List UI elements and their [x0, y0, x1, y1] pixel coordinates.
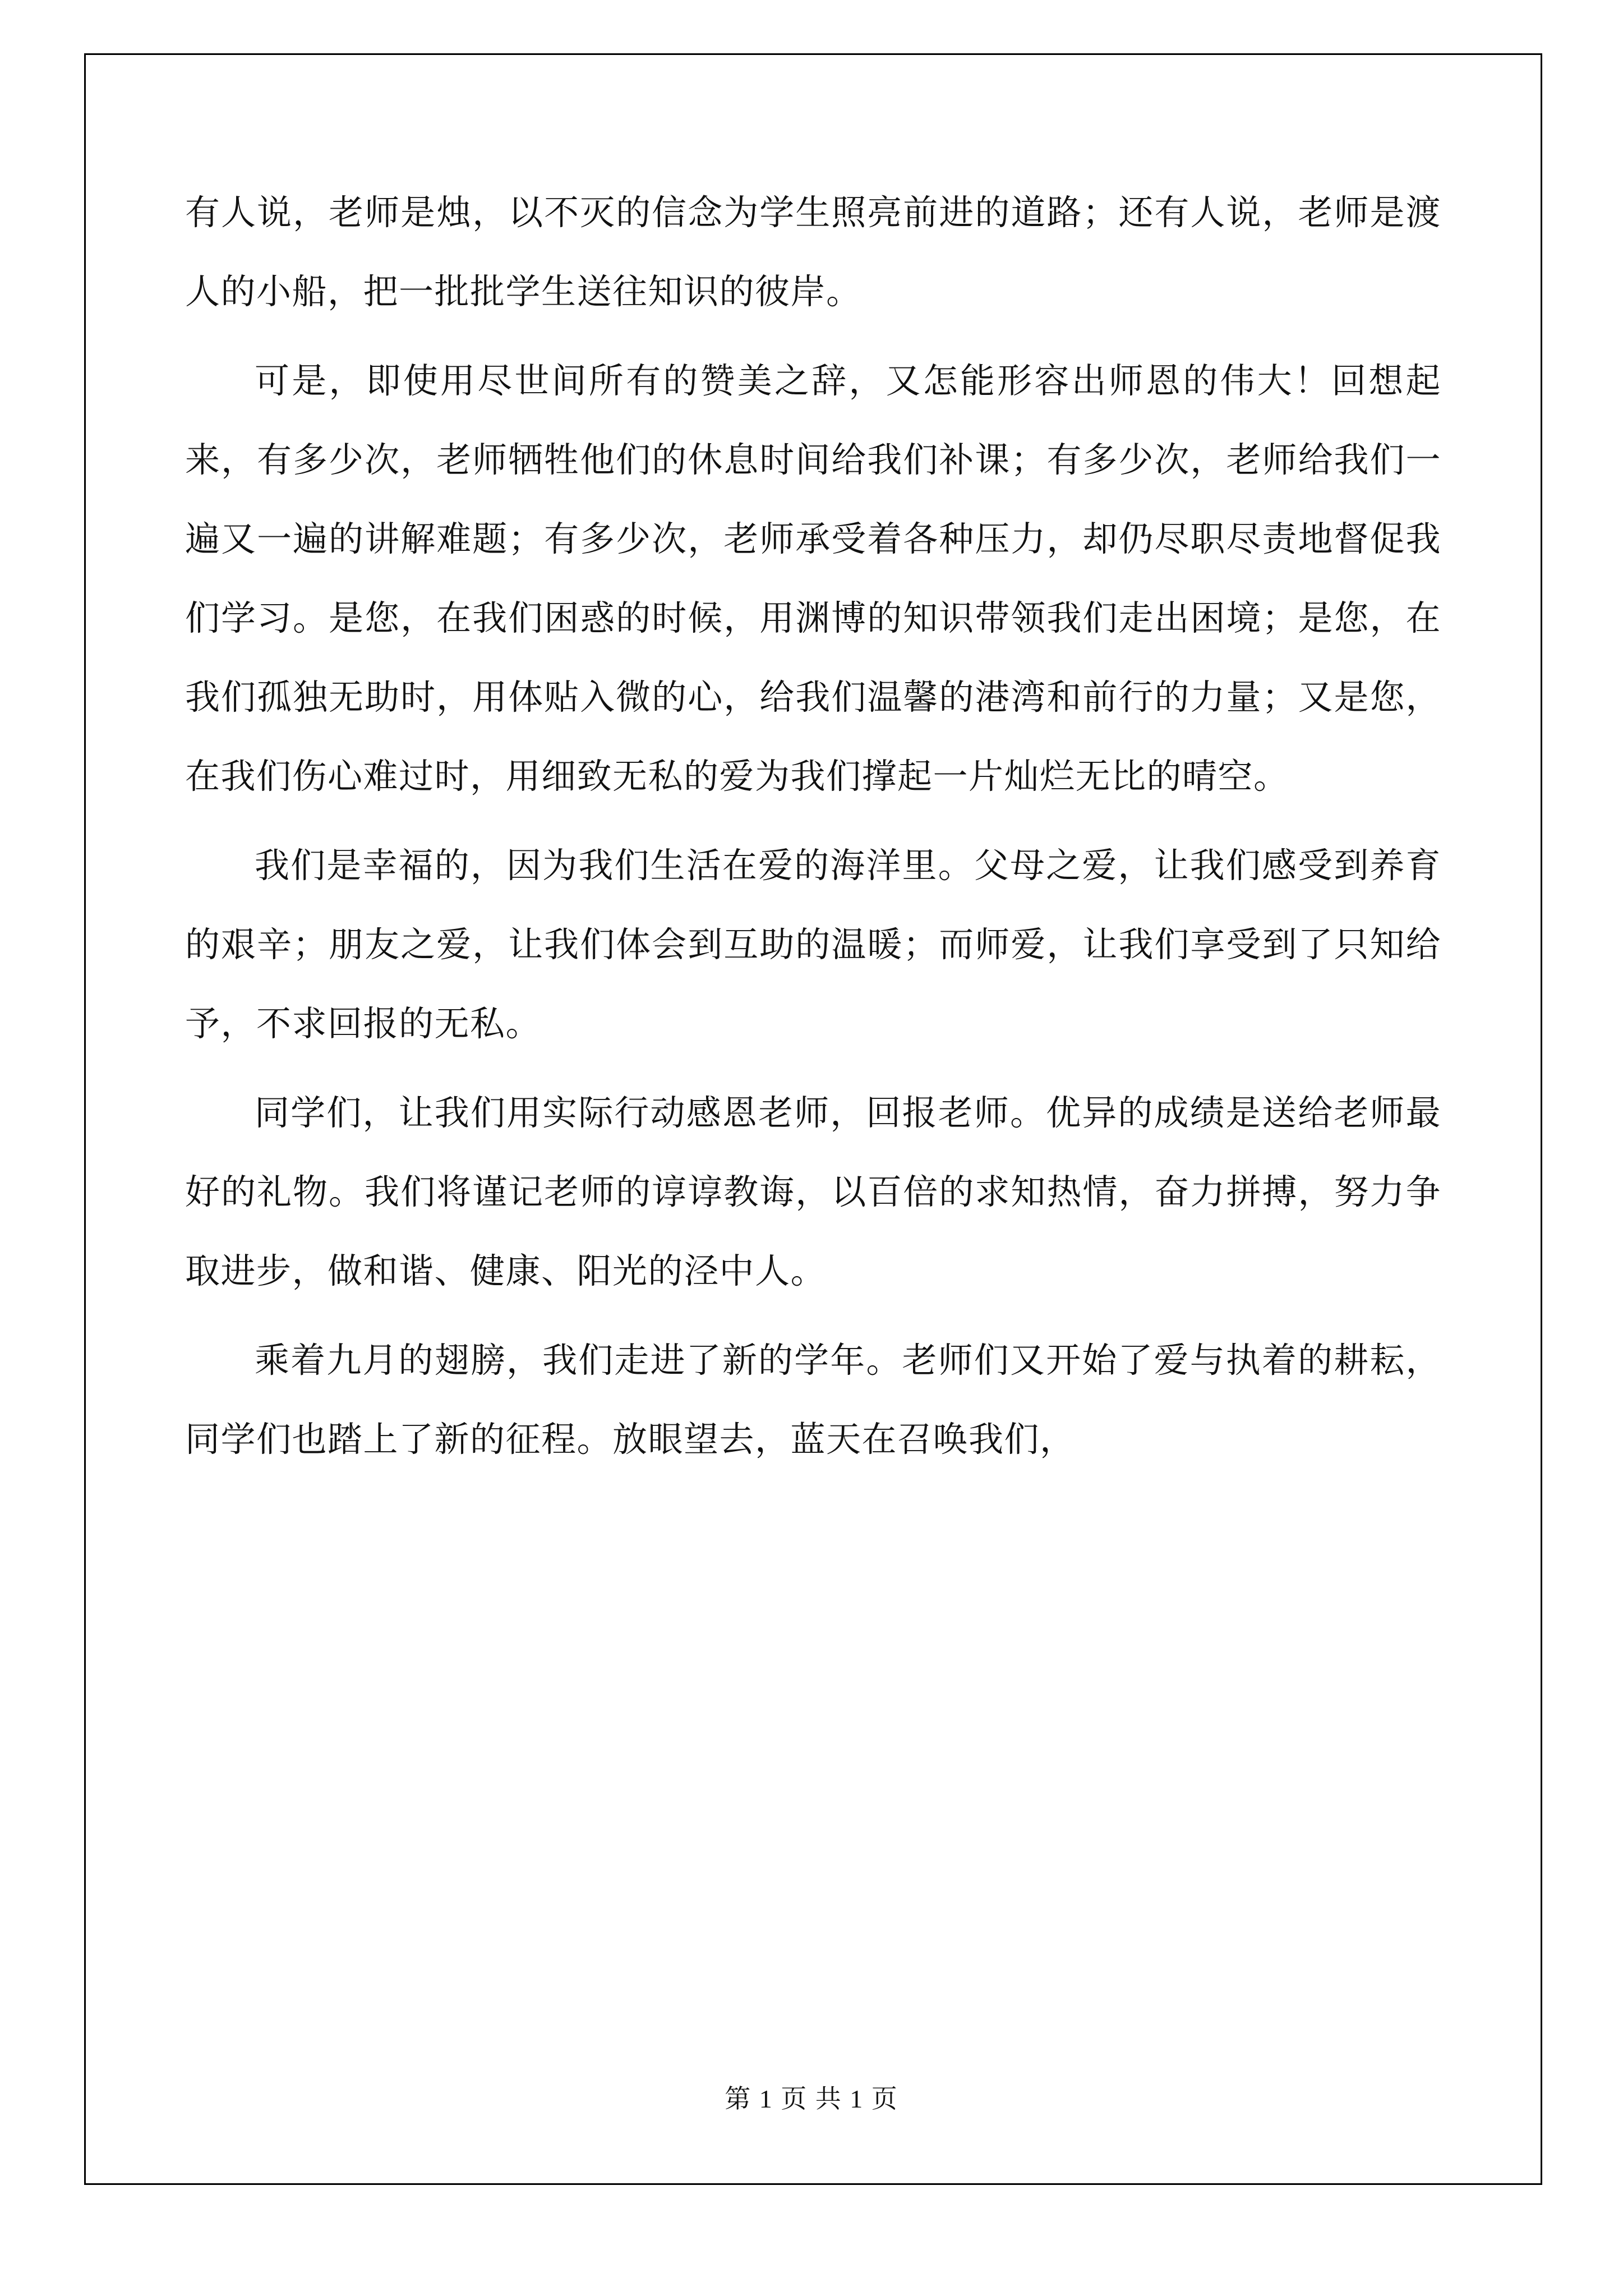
paragraph: 有人说，老师是烛，以不灭的信念为学生照亮前进的道路；还有人说，老师是渡人的小船，把一批批学生送往知识的彼岸。	[185, 194, 1441, 311]
paragraph: 可是，即使用尽世间所有的赞美之辞，又怎能形容出师恩的伟大！回想起来，有多少次，老师牺牲他们的休息时间给我们补课；有多少次，老师给我们一遍又一遍的讲解难题；有多少次，老师承受着各种压力，却仍尽职尽责地督促我们学习。是您，在我们困惑的时候，用渊博的知识带领我们走出困境；是您，在我们孤独无助时，用体贴入微的心，给我们温馨的港湾和前行的力量；又是您，在我们伤心难过时，用细致无私的爱为我们撑起一片灿烂无比的晴空。	[185, 362, 1441, 796]
page-footer: 第 1 页 共 1 页	[725, 2085, 898, 2113]
document-body	[185, 174, 1441, 1490]
paragraph: 同学们，让我们用实际行动感恩老师，回报老师。优异的成绩是送给老师最好的礼物。我们将谨记老师的谆谆教诲，以百倍的求知热情，奋力拼搏，努力争取进步，做和谐、健康、阳光的泾中人。	[185, 1094, 1441, 1291]
paragraph: 我们是幸福的，因为我们生活在爱的海洋里。父母之爱，让我们感受到养育的艰辛；朋友之爱，让我们体会到互助的温暖；而师爱，让我们享受到了只知给予，不求回报的无私。	[185, 847, 1441, 1043]
paragraph: 乘着九月的翅膀，我们走进了新的学年。老师们又开始了爱与执着的耕耘，同学们也踏上了新的征程。放眼望去，蓝天在召唤我们，	[185, 1342, 1441, 1459]
